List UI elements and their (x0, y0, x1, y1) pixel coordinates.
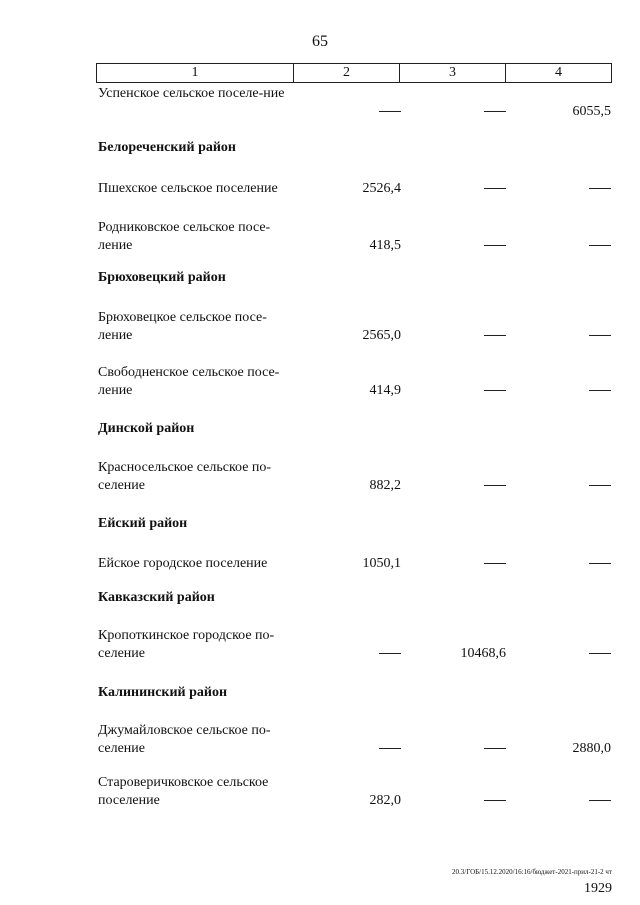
column-header-4: 4 (506, 64, 612, 83)
dash-mark (379, 653, 401, 654)
dash-mark (589, 563, 611, 564)
district-heading: Белореченский район (98, 140, 236, 155)
value-col-4: 6055,5 (572, 104, 611, 119)
value-col-3 (484, 477, 506, 495)
table-row (0, 627, 640, 663)
value-col-2: 418,5 (369, 238, 401, 253)
dash-mark (379, 111, 401, 112)
value-col-4 (589, 327, 611, 345)
value-col-4 (589, 382, 611, 400)
value-col-2: 1050,1 (362, 556, 401, 571)
dash-mark (484, 748, 506, 749)
dash-mark (484, 485, 506, 486)
dash-mark (589, 335, 611, 336)
settlement-name: Брюховецкое сельское посе-ление (98, 310, 267, 343)
dash-mark (379, 748, 401, 749)
value-col-4: 2880,0 (572, 741, 611, 756)
district-heading: Ейский район (98, 516, 188, 531)
value-col-2 (379, 645, 401, 663)
settlement-name: Пшехское сельское поселение (98, 181, 278, 196)
value-col-3 (484, 103, 506, 121)
value-col-3 (484, 740, 506, 758)
column-header-1: 1 (97, 64, 294, 83)
settlement-name: Кропоткинское городское по-селение (98, 628, 275, 661)
value-col-2: 882,2 (369, 478, 401, 493)
value-col-3 (484, 555, 506, 573)
table-row (0, 722, 640, 758)
dash-mark (589, 245, 611, 246)
value-col-4 (589, 237, 611, 255)
district-heading: Калининский район (98, 685, 228, 700)
column-header-2: 2 (294, 64, 400, 83)
value-col-3 (484, 382, 506, 400)
table-row (0, 459, 640, 495)
value-col-4 (589, 477, 611, 495)
dash-mark (484, 335, 506, 336)
district-heading: Кавказский район (98, 590, 215, 605)
settlement-name: Красносельское сельское по-селение (98, 460, 272, 493)
dash-mark (589, 390, 611, 391)
dash-mark (484, 111, 506, 112)
table-row (0, 364, 640, 400)
value-col-2: 282,0 (369, 793, 401, 808)
settlement-name: Ейское городское поселение (98, 556, 268, 571)
value-col-4 (589, 555, 611, 573)
dash-mark (484, 800, 506, 801)
dash-mark (589, 800, 611, 801)
dash-mark (484, 390, 506, 391)
table-row (0, 309, 640, 345)
document-stamp: 20.3/ГОБ/15.12.2020/16:16/бюджет-2021-прил-21-2 чт (452, 868, 612, 876)
table-row (0, 85, 640, 121)
dash-mark (484, 563, 506, 564)
value-col-2 (379, 740, 401, 758)
settlement-name: Джумайловское сельское по-селение (98, 723, 271, 756)
settlement-name: Староверичковское сельское поселение (98, 775, 269, 808)
table-row (0, 774, 640, 810)
district-heading: Динской район (98, 421, 195, 436)
dash-mark (484, 188, 506, 189)
value-col-2: 2526,4 (362, 181, 401, 196)
value-col-2: 414,9 (369, 383, 401, 398)
table-row (0, 555, 640, 573)
value-col-3: 10468,6 (460, 646, 506, 661)
dash-mark (589, 485, 611, 486)
value-col-2 (379, 103, 401, 121)
value-col-4 (589, 180, 611, 198)
table-row (0, 219, 640, 255)
dash-mark (589, 188, 611, 189)
value-col-2: 2565,0 (362, 328, 401, 343)
value-col-3 (484, 792, 506, 810)
column-header-table (96, 63, 612, 83)
dash-mark (589, 653, 611, 654)
dash-mark (484, 245, 506, 246)
settlement-name: Успенское сельское поселе-ние (98, 86, 285, 101)
district-heading: Брюховецкий район (98, 270, 226, 285)
value-col-3 (484, 327, 506, 345)
settlement-name: Родниковское сельское посе-ление (98, 220, 271, 253)
value-col-3 (484, 237, 506, 255)
column-header-3: 3 (400, 64, 506, 83)
page-number: 65 (312, 33, 328, 50)
value-col-4 (589, 792, 611, 810)
value-col-3 (484, 180, 506, 198)
value-col-4 (589, 645, 611, 663)
footer-page-number: 1929 (584, 881, 612, 896)
settlement-name: Свободненское сельское посе-ление (98, 365, 280, 398)
table-row (0, 180, 640, 198)
